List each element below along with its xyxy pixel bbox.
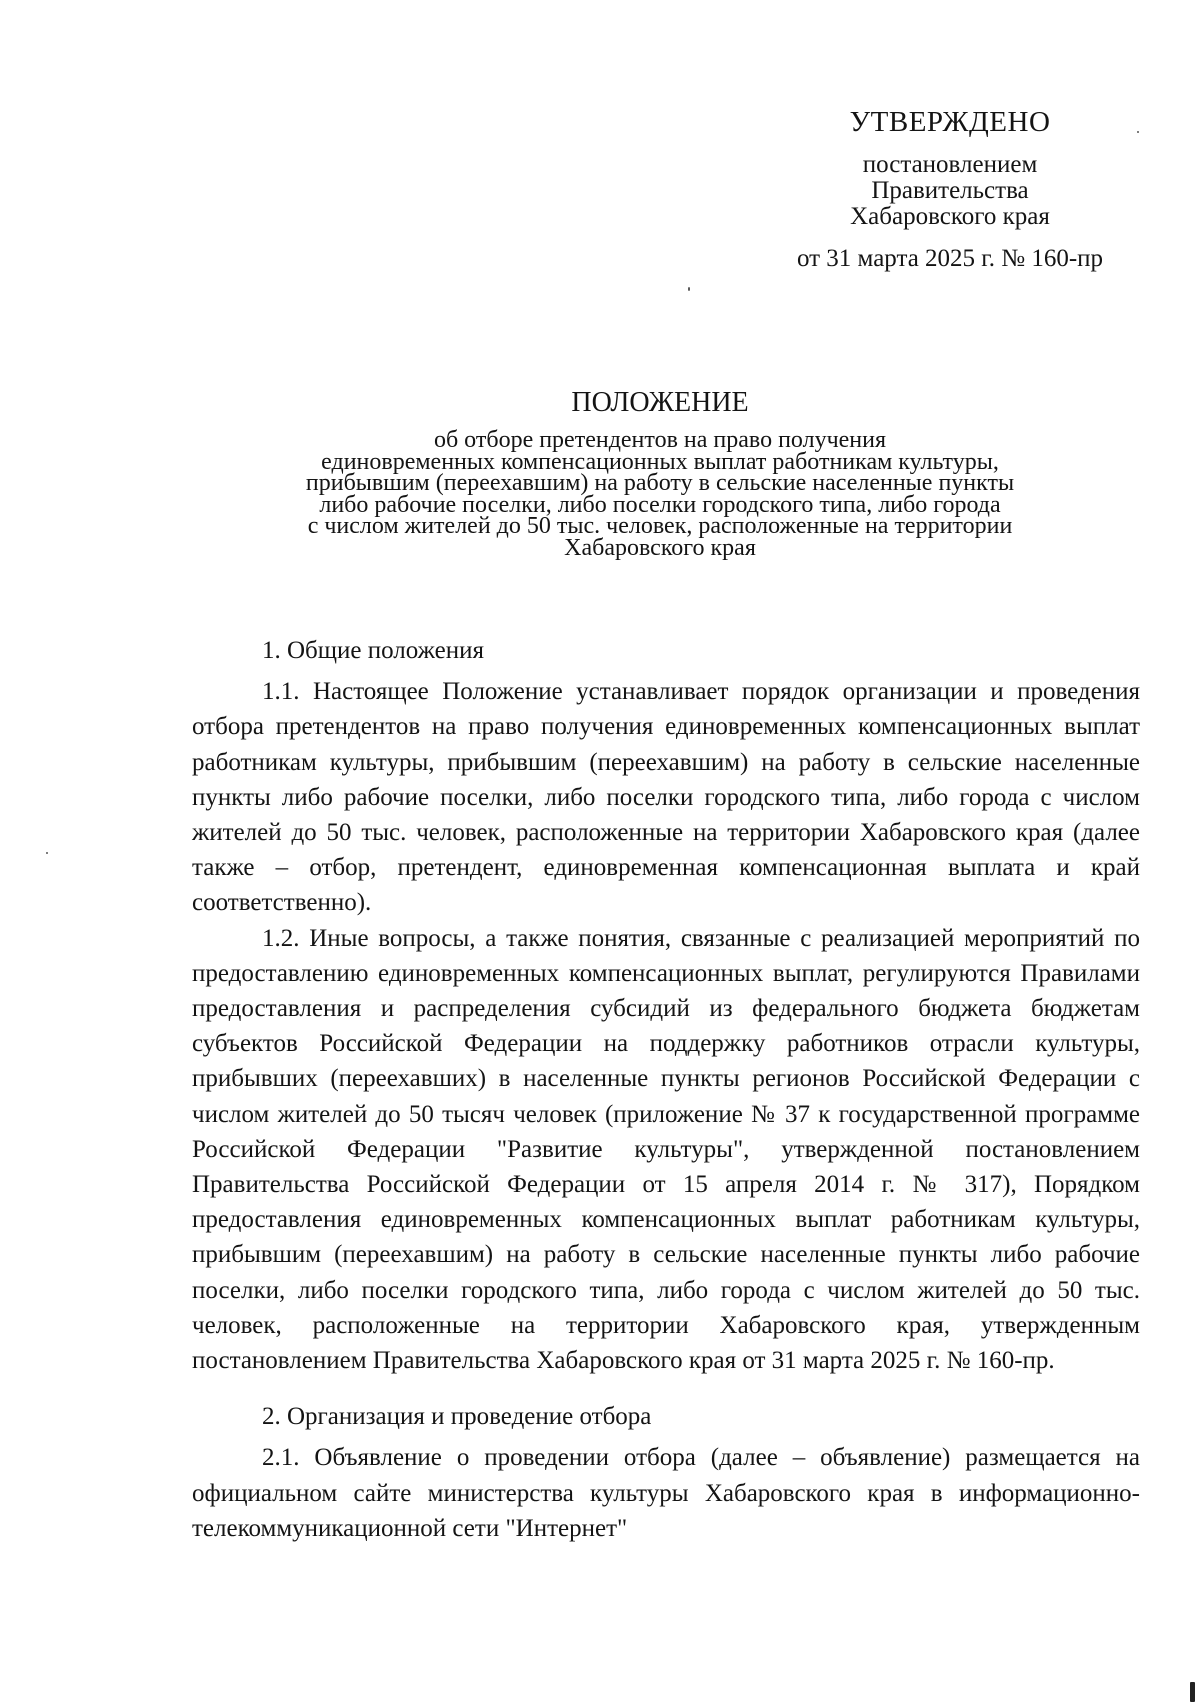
title-heading: ПОЛОЖЕНИЕ [571, 387, 749, 418]
title-line: с числом жителей до 50 тыс. человек, расположенные на территории [307, 513, 1013, 539]
paragraph: 1.2. Иные вопросы, а также понятия, связанные с реализацией мероприятий по предоставлению единовременных компенсационных выплат, регулируются Правилами предоставления и распределения субсидий из федерального бюджета бюджетам субъектов Российской Федерации на поддержку работников отрасли культуры, прибывших (переехавших) в населенные пункты регионов Российской Федерации с числом жителей до 50 тысяч человек (приложение № 37 к государственной программе Российской Федерации "Развитие культуры", утвержденной постановлением Правительства Российской Федерации от 15 апреля 2014 г. № 317), Порядком предоставления единовременных компенсационных выплат работникам культуры, прибывшим (переехавшим) на работу в сельские населенные пункты либо рабочие поселки, либо поселки городского типа, либо города с числом жителей до 50 тыс. человек, расположенные на территории Хабаровского края, утвержденным постановлением Правительства Хабаровского края от 31 марта 2025 г. № 160-пр. [192, 924, 1140, 1375]
section-heading: 2. Организация и проведение отбора [262, 1403, 652, 1431]
title-line: либо рабочие поселки, либо поселки городского типа, либо города [319, 491, 1001, 518]
scan-speck [1190, 1682, 1195, 1702]
title-line: об отборе претендентов на право получения [433, 427, 887, 453]
approval-stamp [740, 104, 1160, 274]
document-body [192, 633, 1140, 1546]
section-heading: 1. Общие положения [262, 637, 484, 664]
paragraph: 2.1. Объявление о проведении отбора (далее – объявление) размещается на официальном сайте министерства культуры Хабаровского края в информационно-телекоммуникационной сети "Интернет" [192, 1444, 1140, 1542]
approval-line: Хабаровского края [850, 203, 1050, 230]
title-line: прибывшим (переехавшим) на работу в сельские населенные пункты [305, 470, 1015, 496]
scan-speck [688, 287, 690, 291]
title-line: единовременных компенсационных выплат работникам культуры, [321, 448, 999, 475]
approval-line: Правительства [871, 177, 1029, 204]
approval-heading: УТВЕРЖДЕНО [849, 106, 1051, 138]
paragraph: 1.1. Настоящее Положение устанавливает порядок организации и проведения отбора претендентов на право получения единовременных компенсационных выплат работникам культуры, прибывшим (переехавшим) на работу в сельские населенные пункты либо рабочие поселки, либо поселки городского типа, либо города с числом жителей до 50 тыс. человек, расположенные на территории Хабаровского края (далее также – отбор, претендент, единовременная компенсационная выплата и край соответственно). [192, 678, 1140, 917]
approval-line: постановлением [862, 151, 1038, 178]
title-line: Хабаровского края [564, 534, 756, 561]
scan-speck [1137, 131, 1139, 133]
scan-speck [46, 852, 48, 854]
document-title [180, 386, 1140, 559]
approval-date: от 31 марта 2025 г. № 160-пр [796, 245, 1104, 272]
